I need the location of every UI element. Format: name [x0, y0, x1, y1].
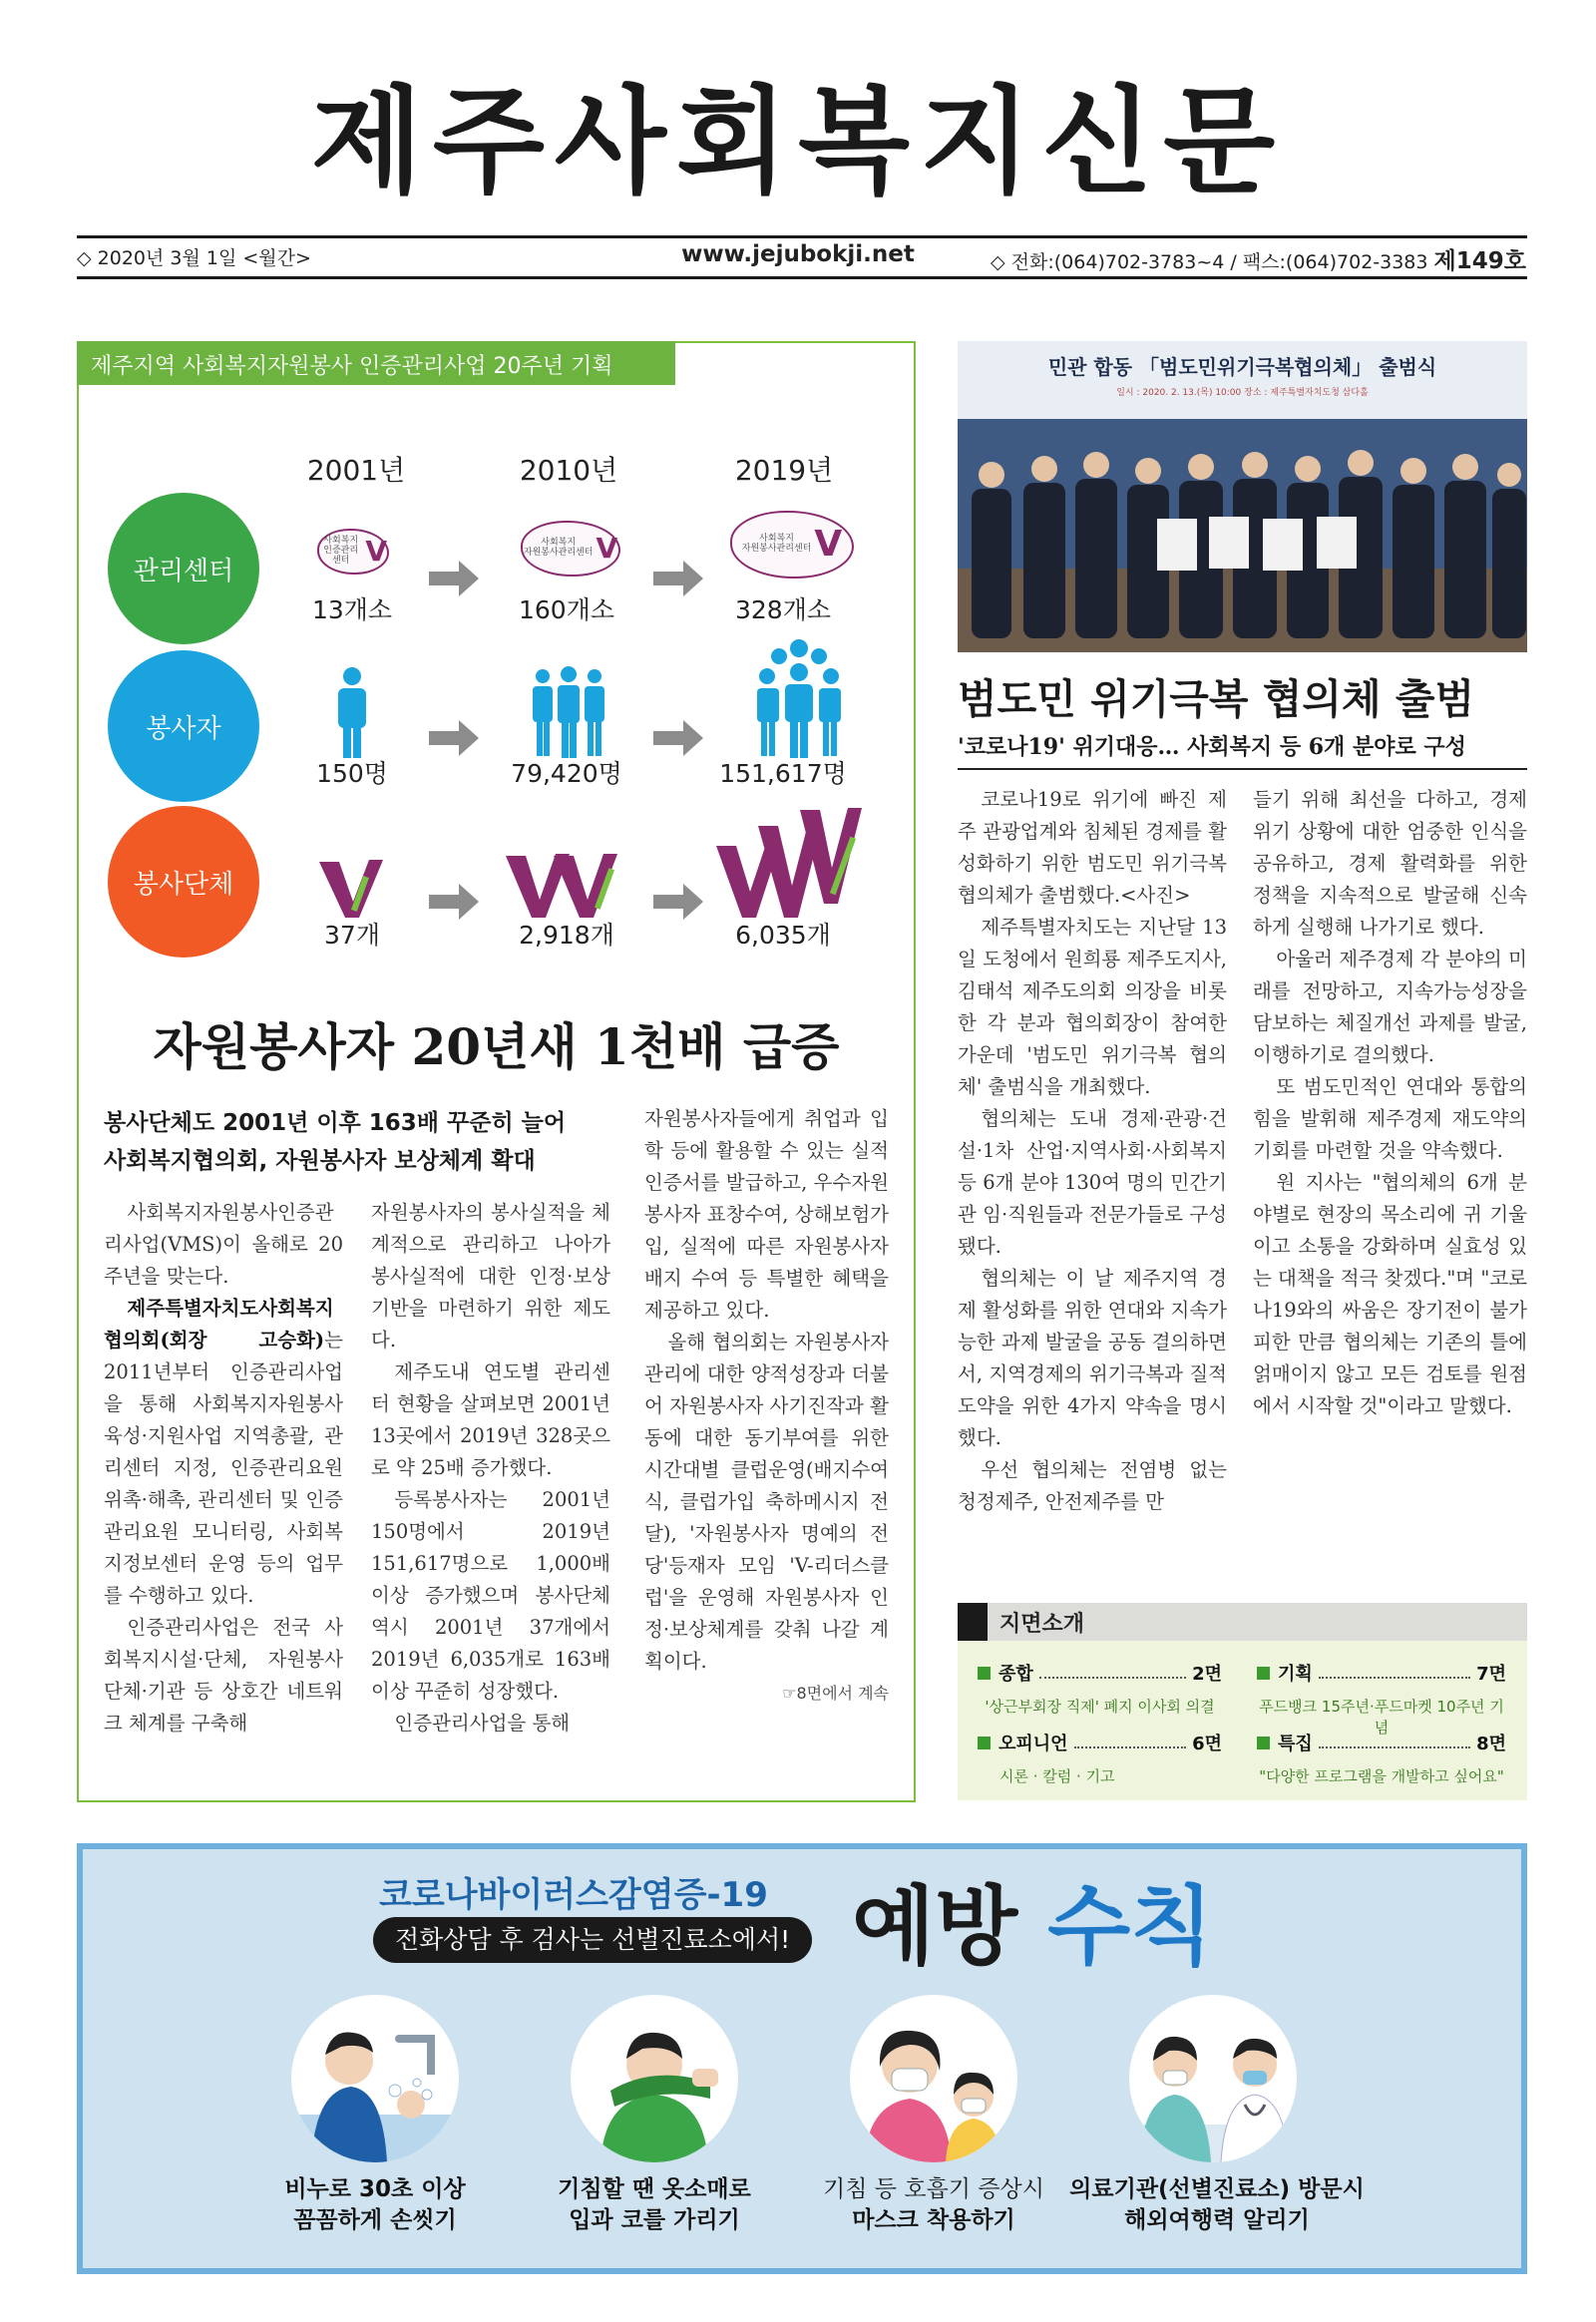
cough-etiquette-illustration	[571, 1995, 738, 2162]
feature-col3-para: 올해 협의회는 자원봉사자 관리에 대한 양적성장과 더불어 자원봉사자 사기진작과 활동에 대한 동기부여를 위한 시간대별 클럽운영(배지수여식, 클럽가입 축하메시지 전달), '자원봉사자 명예의 전당'등재자 모임 'V-리더스클럽'을 운영해 자원봉사자 인정·보상체계를 갖춰 나갈 계획이다.	[644, 1331, 889, 1673]
feature-col2-para: 제주도내 연도별 관리센터 현황을 살펴보면 2001년 13곳에서 2019년 328곳으로 약 25배 증가했다.	[371, 1360, 610, 1479]
masthead-title: 제주사회복지신문	[310, 75, 1286, 209]
ceremony-photo	[958, 341, 1527, 652]
article2-column-2	[1253, 784, 1527, 1422]
center-seal-icon: 사회복지 자원봉사관리센터 V	[730, 511, 854, 579]
center-seal-icon: 사회복지 인증관리센터 V	[317, 529, 389, 575]
feature-column-2	[371, 1197, 610, 1740]
index-section-name: 특집	[1278, 1734, 1313, 1754]
contact-phone-fax: ◇ 전화:(064)702-3783~4 / 팩스:(064)702-3383	[991, 251, 1428, 273]
category-label-centers: 관리센터	[133, 556, 234, 586]
feature-col1-para: 인증관리사업은 전국 사회복지시설·단체, 자원봉사단체·기관 등 상호간 네트워크 체계를 구축해	[104, 1616, 343, 1735]
covid-rule-3	[794, 2174, 1073, 2236]
volunteer-v-logo-icon	[317, 856, 387, 922]
article2-subtitle: '코로나19' 위기대응… 사회복지 등 6개 분야로 구성	[958, 734, 1466, 760]
index-item-planning[interactable]	[1257, 1660, 1506, 1738]
index-bullet-icon	[1257, 1737, 1270, 1749]
index-item-general[interactable]	[978, 1660, 1222, 1717]
feature-col2-para: 인증관리사업을 통해	[394, 1712, 571, 1735]
single-person-icon	[334, 666, 370, 758]
stat-groups-2019: 6,035개	[735, 921, 831, 950]
index-section-name: 오피니언	[998, 1734, 1068, 1754]
covid-title-big-part1: 예방	[852, 1877, 1018, 1977]
group-people-icon	[529, 666, 608, 758]
covid-rule-2	[515, 2174, 794, 2236]
covid-guidance-pill: 전화상담 후 검사는 선별진료소에서!	[373, 1917, 812, 1963]
stat-centers-2001: 13개소	[311, 595, 393, 624]
masthead-rule-bottom	[77, 276, 1527, 279]
issue-contact	[991, 242, 1526, 275]
category-label-groups: 봉사단체	[133, 869, 234, 900]
volunteer-vvv-logo-icon	[714, 806, 864, 922]
feature-col1-para: 사회복지자원봉사인증관리사업(VMS)이 올해로 20주년을 맞는다.	[104, 1201, 343, 1288]
year-label-2001: 2001년	[306, 454, 406, 487]
article2-rule	[958, 768, 1527, 770]
cough-etiquette-icon	[571, 1995, 738, 2162]
handwashing-illustration	[291, 1995, 459, 2162]
volunteer-vv-logo-icon	[504, 850, 633, 922]
year-label-2010: 2010년	[519, 454, 618, 487]
photo-banner-subtext: 일시 : 2020. 2. 13.(목) 10:00 장소 : 제주특별자치도청 삼다홀	[1116, 388, 1369, 398]
website-url[interactable]: www.jejubokji.net	[681, 241, 915, 267]
feature-column-1	[104, 1197, 343, 1740]
arrow-right-icon	[429, 559, 479, 598]
feature-col2-para: 등록봉사자는 2001년 150명에서 2019년 151,617명으로 1,000배 이상 증가했으며 봉사단체 역시 2001년 37개에서 2019년 6,035개로 163배 이상 꾸준히 성장했다.	[371, 1488, 610, 1703]
arrow-right-icon	[653, 882, 703, 922]
photo-banner-text: 민관 합동 「범도민위기극복협의체」 출범식	[1047, 355, 1437, 379]
category-circle-centers	[108, 493, 259, 644]
index-item-desc: "다양한 프로그램을 개발하고 싶어요"	[1259, 1767, 1504, 1785]
feature-col2-para: 자원봉사자의 봉사실적을 체계적으로 관리하고 나아가 봉사실적에 대한 인정·보상 기반을 마련하기 위한 제도다.	[371, 1201, 610, 1352]
crowd-people-icon	[753, 638, 845, 758]
stat-centers-2019: 328개소	[734, 595, 832, 624]
covid-rule-4-line1: 의료기관(선별진료소) 방문시	[1069, 2176, 1365, 2202]
photo-banner	[958, 341, 1527, 419]
article2-col1-para: 제주특별자치도는 지난달 13일 도청에서 원희룡 제주도지사, 김태석 제주도의회 의장을 비롯한 각 분과 협의회장이 참여한 가운데 '범도민 위기극복 협의체' 출범식을 개최했다.	[958, 916, 1227, 1098]
index-section-name: 종합	[998, 1664, 1033, 1685]
stat-volunteers-2001: 150명	[316, 759, 388, 788]
category-circle-groups	[108, 806, 259, 958]
index-bullet-icon	[978, 1737, 991, 1749]
article2-column-1	[958, 784, 1227, 1518]
category-label-volunteers: 봉사자	[146, 713, 221, 744]
index-page-number: 8면	[1476, 1734, 1506, 1754]
feature-subhead-2: 사회복지협의회, 자원봉사자 보상체계 확대	[104, 1147, 536, 1174]
covid-rule-3-line1: 기침 등 호흡기 증상시	[823, 2176, 1044, 2202]
feature-subheads	[104, 1105, 622, 1181]
index-item-desc: 시론 · 칼럼 · 기고	[999, 1767, 1115, 1785]
page-index-title: 지면소개	[999, 1612, 1085, 1637]
mask-wearing-illustration	[850, 1995, 1017, 2162]
center-seal-icon: 사회복지 자원봉사관리센터 V	[521, 521, 620, 577]
clinic-visit-icon	[1129, 1995, 1297, 2162]
feature-col3-para: 자원봉사자들에게 취업과 입학 등에 활용할 수 있는 실적인증서를 발급하고, 우수자원봉사자 표창수여, 상해보험가입, 실적에 따른 자원봉사자 배지 수여 등 특별한 혜택을 제공하고 있다.	[644, 1107, 889, 1322]
issue-date: ◇ 2020년 3월 1일 <월간>	[77, 247, 311, 269]
article2-col2-para: 들기 위해 최선을 다하고, 경제 위기 상황에 대한 엄중한 인식을 공유하고, 경제 활력화를 위한 정책을 지속적으로 발굴해 신속하게 실행해 나가기로 했다.	[1253, 788, 1527, 939]
arrow-right-icon	[429, 882, 479, 922]
index-bullet-icon	[1257, 1667, 1270, 1680]
article2-col1-para: 협의체는 도내 경제·관광·건설·1차 산업·지역사회·사회복지 등 6개 분야 130여 명의 민간기관 임·직원들과 전문가들로 구성됐다.	[958, 1107, 1227, 1258]
covid-rule-4-line2: 해외여행력 알리기	[1124, 2207, 1310, 2234]
covid-rule-2-line2: 입과 코를 가리기	[569, 2207, 740, 2234]
covid-rule-3-line2: 마스크 착용하기	[852, 2207, 1015, 2234]
stat-groups-2010: 2,918개	[519, 921, 614, 950]
index-item-special[interactable]	[1257, 1730, 1506, 1786]
stat-centers-2010: 160개소	[518, 595, 615, 624]
covid-rule-1-line1: 비누로 30초 이상	[284, 2176, 466, 2202]
article2-col1-para: 우선 협의체는 전염병 없는 청정제주, 안전제주를 만	[958, 1458, 1227, 1513]
masthead-rule-top	[77, 235, 1527, 238]
handwashing-icon	[291, 1995, 459, 2162]
article2-col2-para: 원 지사는 "협의체의 6개 분야별로 현장의 목소리에 귀 기울이고 소통을 강화하며 실효성 있는 대책을 적극 찾겠다."며 "코로나19와의 싸움은 장기전이 불가피한 만큼 협의체는 기존의 틀에 얽매이지 않고 모든 검토를 원점에서 시작할 것"이라고 말했다.	[1253, 1171, 1527, 1417]
index-section-name: 기획	[1278, 1664, 1313, 1685]
covid-title-small: 코로나바이러스감염증-19	[379, 1875, 768, 1915]
feature-tag: 제주지역 사회복지자원봉사 인증관리사업 20주년 기획	[77, 341, 675, 385]
feature-headline: 자원봉사자 20년새 1천배 급증	[153, 1017, 840, 1076]
article2-col1-para: 코로나19로 위기에 빠진 제주 관광업계와 침체된 경제를 활성화하기 위한 범도민 위기극복 협의체가 출범했다.<사진>	[958, 788, 1227, 907]
covid-rule-1	[235, 2174, 515, 2236]
group-of-officials-image	[958, 419, 1527, 652]
article2-col2-para: 아울러 제주경제 각 분야의 미래를 전망하고, 지속가능성장을 담보하는 체질개선 과제를 발굴, 이행하기로 결의했다.	[1253, 948, 1527, 1066]
stat-groups-2001: 37개	[324, 921, 380, 950]
index-page-number: 6면	[1192, 1734, 1222, 1754]
article2-col2-para: 또 범도민적인 연대와 통합의 힘을 발휘해 제주경제 재도약의 기회를 마련할 것을 약속했다.	[1253, 1075, 1527, 1162]
article2-col1-para: 협의체는 이 날 제주지역 경제 활성화를 위한 연대와 지속가능한 과제 발굴을 공동 결의하면서, 지역경제의 위기극복과 질적 도약을 위한 4가지 약속을 명시했다.	[958, 1267, 1227, 1449]
stat-volunteers-2019: 151,617명	[719, 759, 847, 788]
covid-title-big-part2: 수칙	[1047, 1877, 1214, 1977]
feature-column-3	[644, 1103, 889, 1710]
issue-number: 제149호	[1433, 248, 1526, 274]
arrow-right-icon	[429, 718, 479, 758]
page-index-header-mark	[958, 1603, 988, 1641]
index-item-desc: 푸드뱅크 15주년·푸드마켓 10주년 기념	[1259, 1698, 1504, 1737]
index-item-opinion[interactable]	[978, 1730, 1222, 1786]
mask-wearing-icon	[850, 1995, 1017, 2162]
clinic-visit-illustration	[1129, 1995, 1297, 2162]
arrow-right-icon	[653, 718, 703, 758]
covid-rule-2-line1: 기침할 땐 옷소매로	[558, 2176, 751, 2202]
covid-rule-1-line2: 꼼꼼하게 손씻기	[293, 2207, 457, 2234]
index-item-desc: '상근부회장 직제' 폐지 이사회 의결	[985, 1698, 1215, 1716]
feature-subhead-1: 봉사단체도 2001년 이후 163배 꾸준히 늘어	[104, 1110, 567, 1136]
index-page-number: 2면	[1192, 1664, 1222, 1685]
index-page-number: 7면	[1476, 1664, 1506, 1685]
stat-volunteers-2010: 79,420명	[511, 759, 622, 788]
index-bullet-icon	[978, 1667, 991, 1680]
article2-title: 범도민 위기극복 협의체 출범	[958, 675, 1475, 723]
category-circle-volunteers	[108, 650, 259, 802]
feature-col1-para: 제주특별자치도사회복지협의회(회장 고승화)는 2011년부터 인증관리사업을 통해 사회복지자원봉사 육성·지원사업 지역총괄, 관리센터 지정, 인증관리요원 위촉·해촉, 관리센터 및 인증관리요원 모니터링, 사회복지정보센터 운영 등의 업무를 수행하고 있다.	[104, 1297, 343, 1607]
arrow-right-icon	[653, 559, 703, 598]
continued-note[interactable]: ☞8면에서 계속	[782, 1684, 889, 1703]
covid-title-big	[852, 1857, 1213, 1981]
year-label-2019: 2019년	[734, 454, 834, 487]
covid-rule-4	[1057, 2174, 1377, 2236]
